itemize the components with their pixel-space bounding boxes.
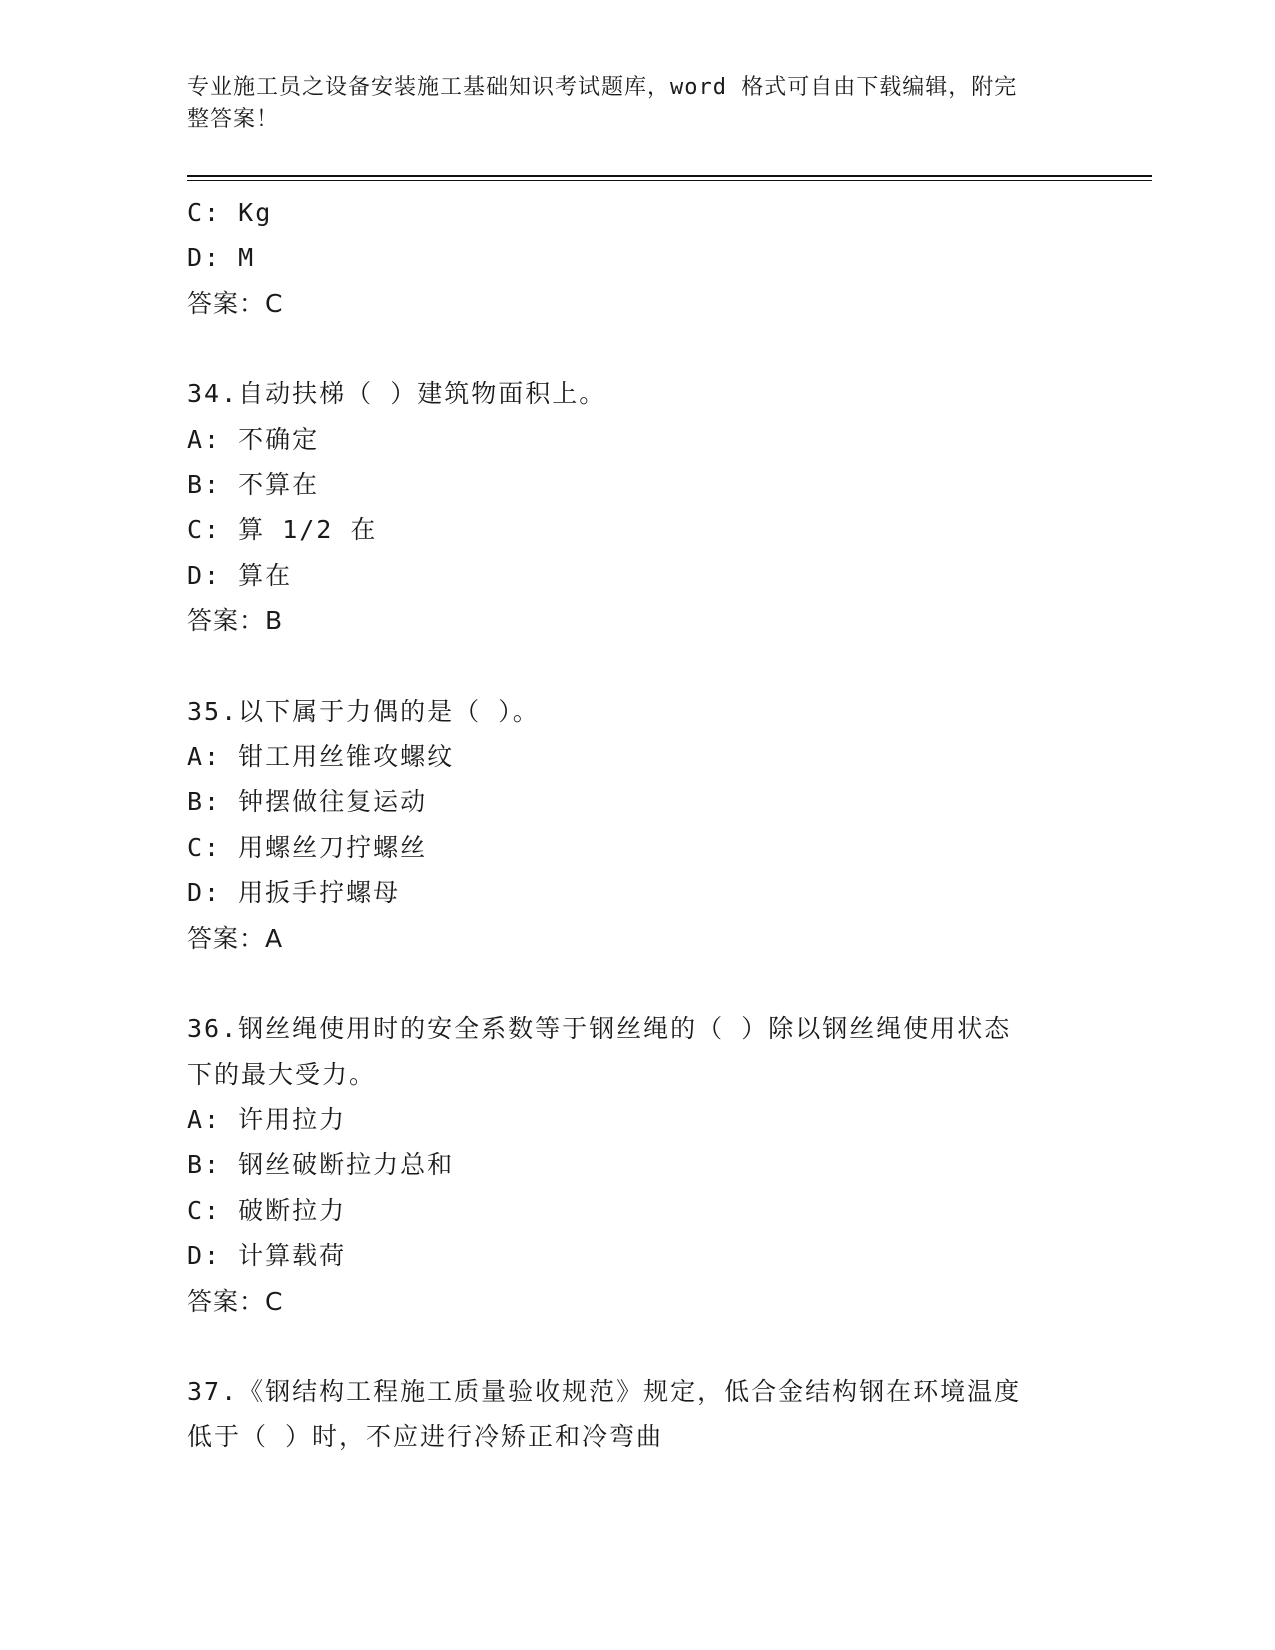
option-a: A: 不确定 <box>187 424 320 454</box>
question-list <box>187 190 1087 1460</box>
header-line-2: 整答案！ <box>187 107 280 132</box>
answer-line: 答案：C <box>187 288 284 318</box>
question-stem-line-2: 低于（ ）时，不应进行冷矫正和冷弯曲 <box>187 1422 664 1452</box>
question-37 <box>187 1369 1087 1460</box>
header-line-1: 专业施工员之设备安装施工基础知识考试题库，word 格式可自由下载编辑，附完 <box>187 75 1018 100</box>
option-c: C: Kg <box>187 198 273 227</box>
option-d: D: 算在 <box>187 560 293 590</box>
option-d: D: M <box>187 243 256 273</box>
spacer <box>187 326 1087 371</box>
question-34 <box>187 371 1087 643</box>
header-divider-thick <box>187 175 1152 177</box>
option-b: B: 不算在 <box>187 470 320 500</box>
question-stem: 34.自动扶梯（ ）建筑物面积上。 <box>187 379 607 409</box>
question-35 <box>187 689 1087 961</box>
option-d: D: 计算载荷 <box>187 1241 347 1271</box>
option-c: C: 用螺丝刀拧螺丝 <box>187 832 428 862</box>
option-c: C: 破断拉力 <box>187 1195 347 1225</box>
option-b: B: 钟摆做往复运动 <box>187 787 428 817</box>
question-stem-line-1: 36.钢丝绳使用时的安全系数等于钢丝绳的（ ）除以钢丝绳使用状态 <box>187 1014 1012 1044</box>
option-c: C: 算 1/2 在 <box>187 515 378 545</box>
answer-line: 答案：C <box>187 1286 284 1316</box>
option-d: D: 用扳手拧螺母 <box>187 878 401 908</box>
option-a: A: 钳工用丝锥攻螺纹 <box>187 742 455 772</box>
question-stem-line-2: 下的最大受力。 <box>187 1059 377 1089</box>
answer-line: 答案：B <box>187 606 284 636</box>
option-b: B: 钢丝破断拉力总和 <box>187 1150 455 1180</box>
question-36 <box>187 1006 1087 1324</box>
spacer <box>187 961 1087 1006</box>
spacer <box>187 644 1087 689</box>
header-divider-thin <box>187 180 1152 181</box>
page-header <box>187 72 1067 136</box>
question-33-continuation <box>187 190 1087 326</box>
answer-line: 答案：A <box>187 923 284 953</box>
question-stem: 35.以下属于力偶的是（ ）。 <box>187 696 540 726</box>
question-stem-line-1: 37.《钢结构工程施工质量验收规范》规定，低合金结构钢在环境温度 <box>187 1376 1022 1406</box>
option-a: A: 许用拉力 <box>187 1104 347 1134</box>
spacer <box>187 1324 1087 1369</box>
